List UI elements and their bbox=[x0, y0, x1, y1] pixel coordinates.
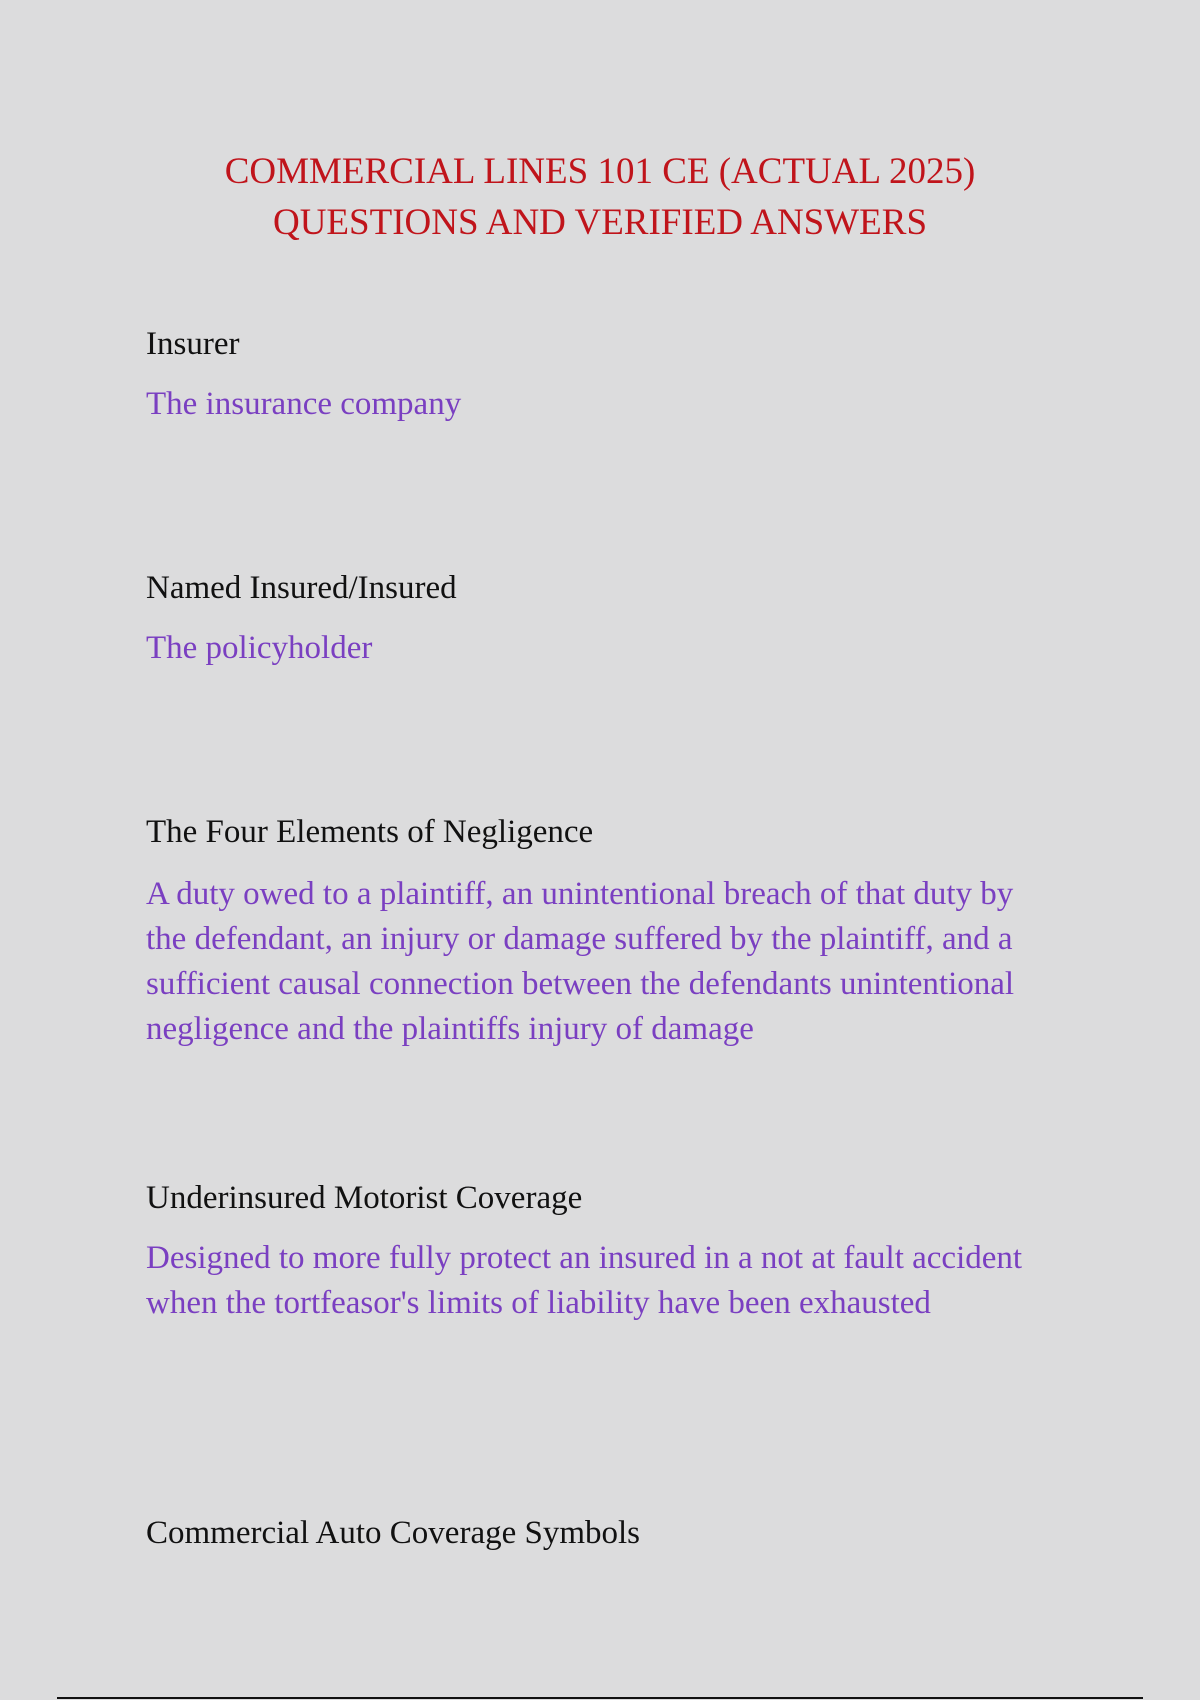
definition-insurer: The insurance company bbox=[146, 386, 462, 422]
title-line-1: COMMERCIAL LINES 101 CE (ACTUAL 2025) bbox=[224, 151, 976, 192]
term-named-insured: Named Insured/Insured bbox=[146, 570, 457, 606]
definition-named-insured: The policyholder bbox=[146, 630, 373, 666]
term-insurer: Insurer bbox=[146, 326, 240, 362]
page-title bbox=[0, 146, 1200, 248]
term-underinsured-motorist: Underinsured Motorist Coverage bbox=[146, 1180, 583, 1216]
definition-four-elements-negligence: A duty owed to a plaintiff, an unintentional breach of that duty by the defendant, an injury or damage suffered by the plaintiff, and a sufficient causal connection between the defendants unintentional negligence and the plaintiffs injury of damage bbox=[146, 876, 1015, 1047]
definition-underinsured-motorist: Designed to more fully protect an insured in a not at fault accident when the tortfeasor's limits of liability have been exhausted bbox=[146, 1240, 1023, 1321]
term-four-elements-negligence: The Four Elements of Negligence bbox=[146, 814, 594, 850]
footer-divider bbox=[57, 1697, 1143, 1699]
term-commercial-auto-symbols: Commercial Auto Coverage Symbols bbox=[146, 1515, 641, 1551]
title-line-2: QUESTIONS AND VERIFIED ANSWERS bbox=[272, 202, 928, 243]
